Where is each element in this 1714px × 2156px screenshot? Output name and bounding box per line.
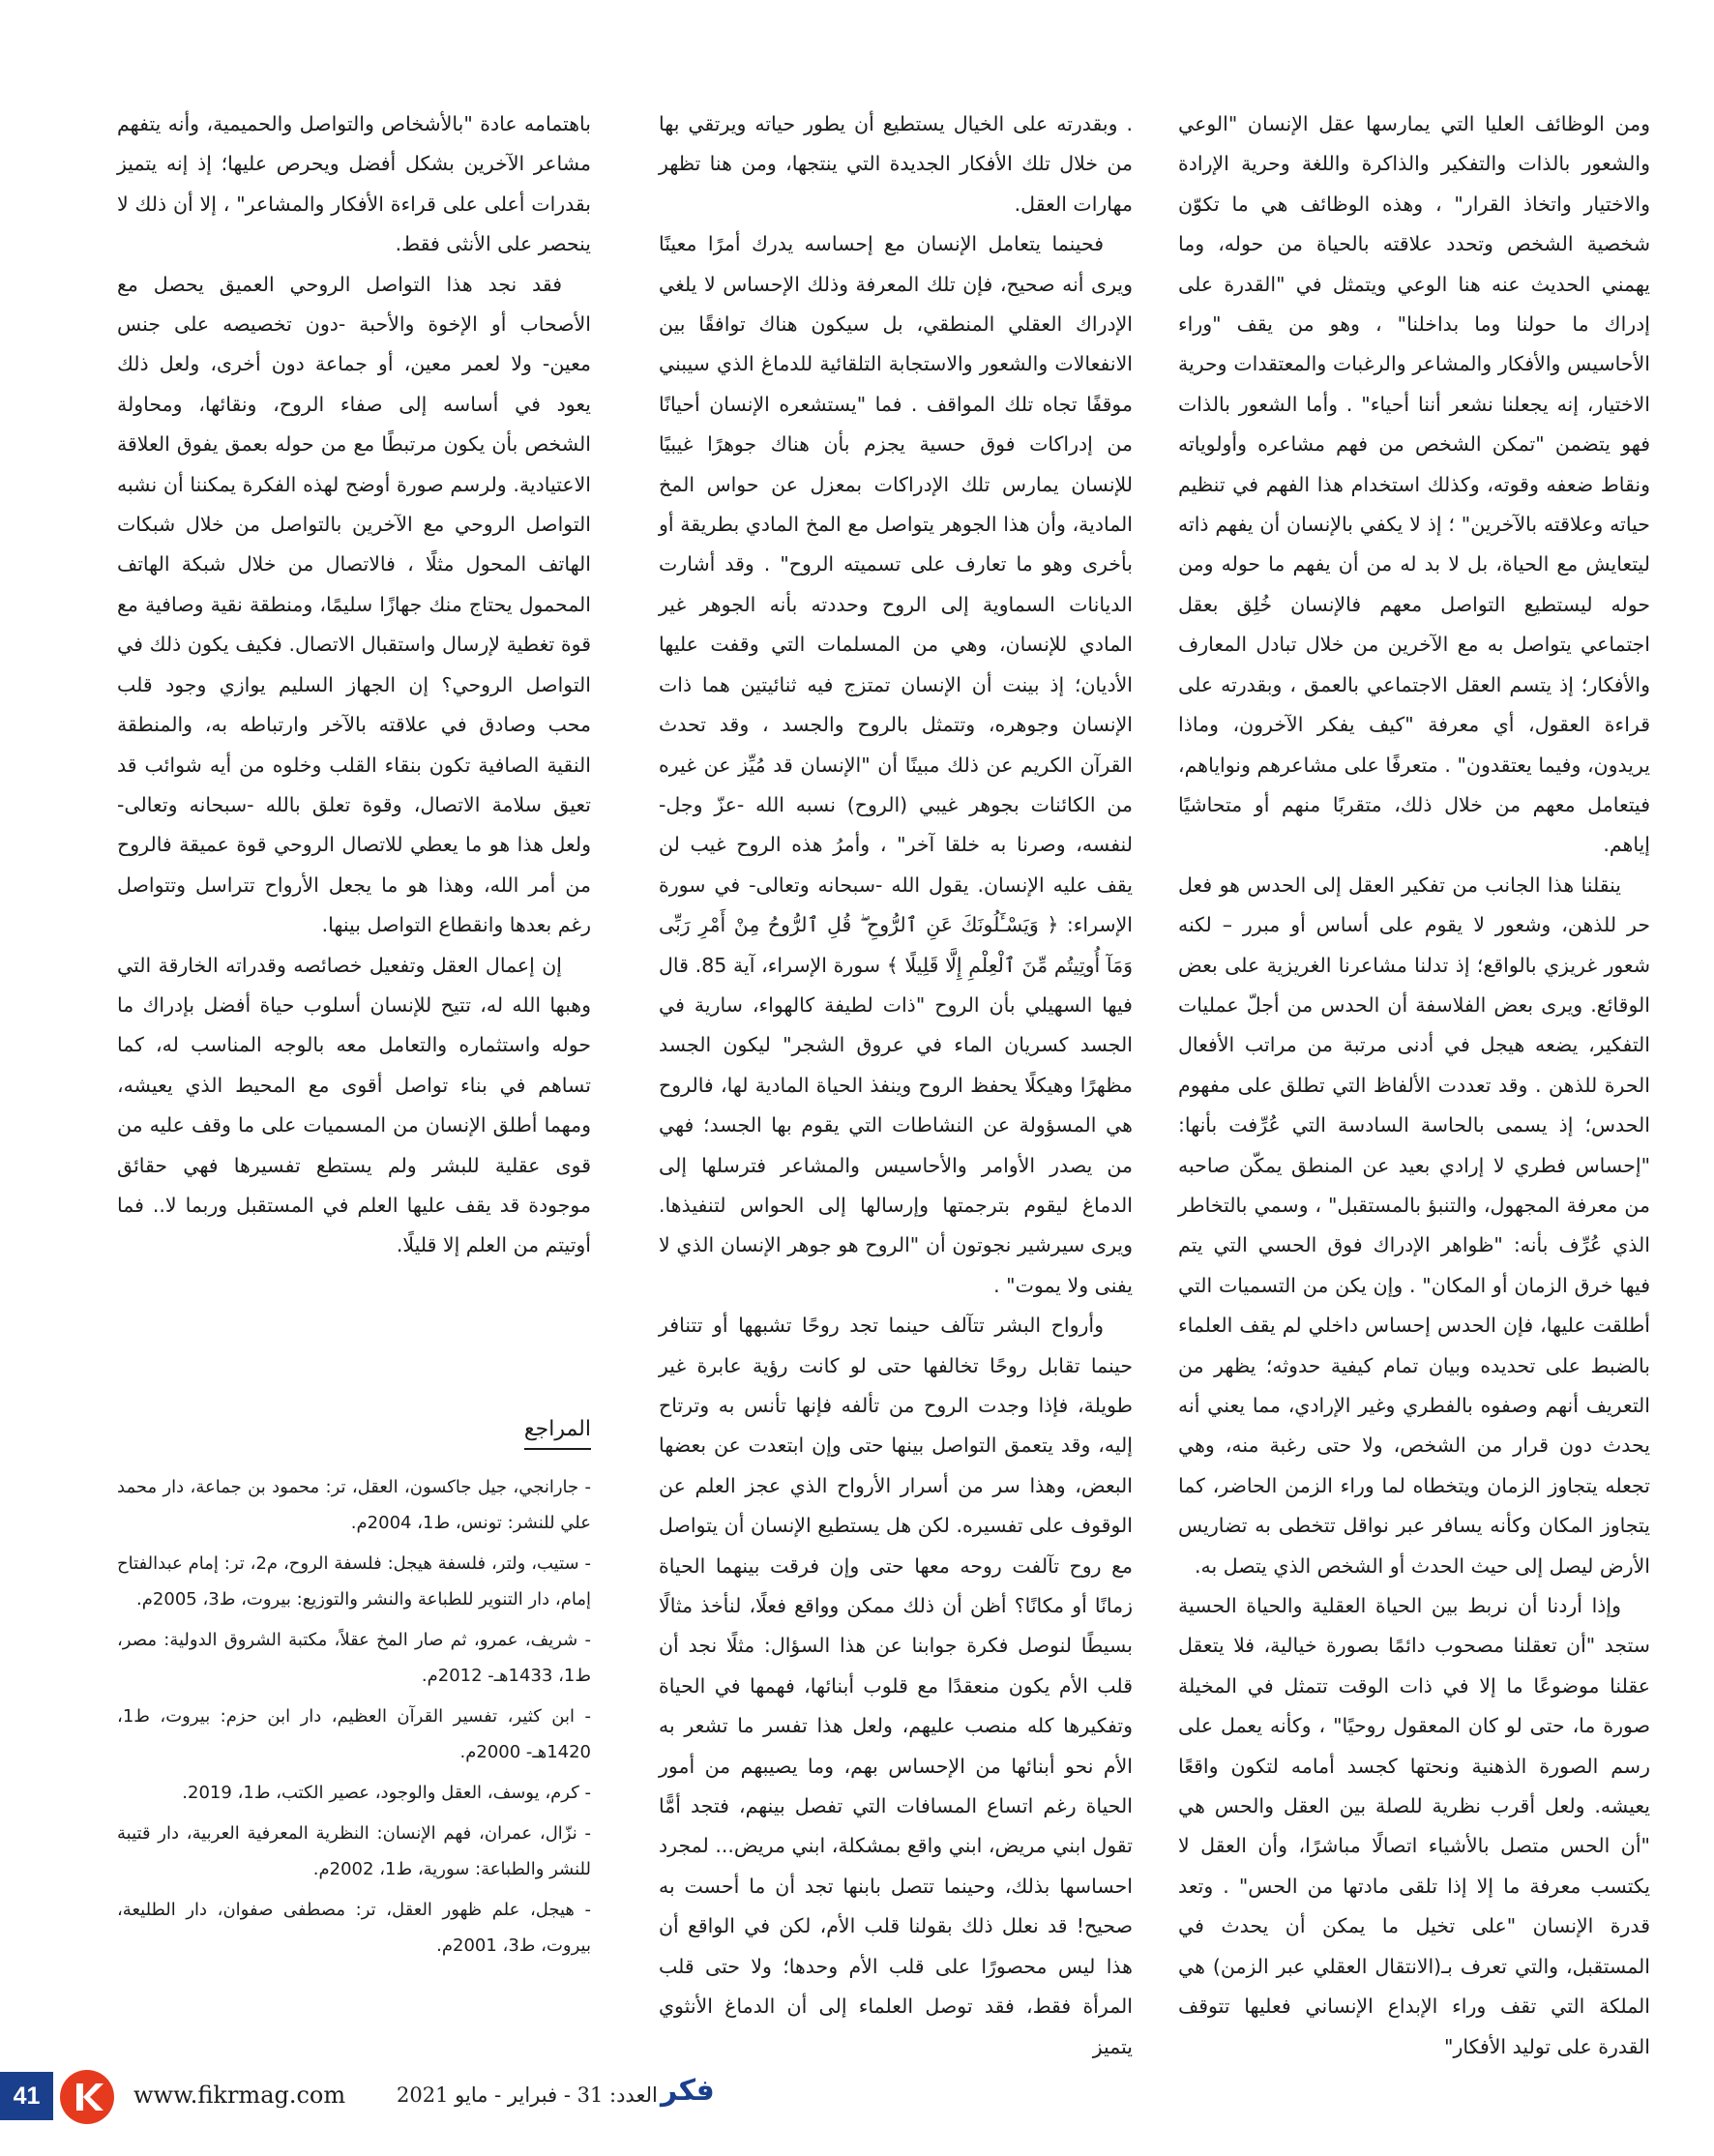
paragraph: ينقلنا هذا الجانب من تفكير العقل إلى الحدس هو فعل حر للذهن، وشعور لا يقوم على أساس أو مبرر – لكنه شعور غريزي بالواقع؛ إذ تدلنا مشاعرنا الغريزية على بعض الوقائع. ويرى بعض الفلاسفة أن الحدس من أجلّ عمليات التفكير، يضعه هيجل في أدنى مرتبة من مراتب الأفعال الحرة للذهن . وقد تعددت الألفاظ التي تطلق على مفهوم الحدس؛ إذ يسمى بالحاسة السادسة التي عُرِّفت بأنها: "إحساس فطري لا إرادي بعيد عن المنطق يمكّن صاحبه من معرفة المجهول، والتنبؤ بالمستقبل" ، وسمي بالتخاطر الذي عُرِّف بأنه: "ظواهر الإدراك فوق الحسي التي يتم فيها خرق الزمان أو المكان" . وإن يكن من التسميات التي أطلقت عليها، فإن الحدس إحساس داخلي لم يقف العلماء بالضبط على تحديده وبيان تمام كيفية حدوثه؛ يظهر من التعريف أنهم وصفوه بالفطري وغير الإرادي، مما يعني أنه يحدث دون قرار من الشخص، ولا حتى رغبة منه، وهي تجعله يتجاوز الزمان ويتخطاه لما وراء الزمن الحاضر، كما يتجاوز المكان وكأنه يسافر عبر نواقل تتخطى به تضاريس الأرض ليصل إلى حيث الحدث أو الشخص الذي يتصل به. [1178,872,1650,1578]
paragraph-text: فحينما يتعامل الإنسان مع إحساسه يدرك أمرًا معينًا ويرى أنه صحيح، فإن تلك المعرفة وذلك الإحساس لا يلغي الإدراك العقلي المنطقي، بل سيكون هناك توافقًا بين الانفعالات والشعور والاستجابة التلقائية للدماغ الذي سيبني موقفًا تجاه تلك المواقف . فما "يستشعره الإنسان أحيانًا من إدراكات فوق حسية يجزم بأن هناك جوهرًا غيبيًا للإنسان يمارس تلك الإدراكات بمعزل عن حواس المخ المادية، وأن هذا الجوهر يتواصل مع المخ المادي بطريقة أو بأخرى وهو ما تعارف على تسميته الروح" . وقد أشارت الديانات السماوية إلى الروح وحددته بأنه الجوهر غير المادي للإنسان، وهي من المسلمات التي وقفت عليها الأديان؛ إذ بينت أن الإنسان تمتزج فيه ثنائيتين هما ذات الإنسان وجوهره، وتتمثل بالروح والجسد ، وقد تحدث القرآن الكريم عن ذلك مبينًا أن "الإنسان قد مُيِّز عن غيره من الكائنات بجوهر غيبي (الروح) نسبه الله -عزّ وجل- لنفسه، وصرنا به خلقا آخر" ، وأمرُ هذه الروح غيب لن يقف عليه الإنسان. يقول الله -سبحانه وتعالى- في سورة الإسراء: [659,232,1133,937]
magazine-k-logo-icon [60,2070,114,2124]
magazine-logo: فكر [661,2074,715,2108]
reference-item: - شريف، عمرو، ثم صار المخ عقلاً، مكتبة الشروق الدولية: مصر، ط1، 1433هـ- 2012م. [117,1622,591,1694]
paragraph: إن إعمال العقل وتفعيل خصائصه وقدراته الخارقة التي وهبها الله له، تتيح للإنسان أسلوب حياة أفضل بإدراك ما حوله واستثماره والتعامل معه بالوجه المناسب له، كما تساهم في بناء تواصل أقوى مع المحيط الذي يعيشه، ومهما أطلق الإنسان من المسميات على ما وقف عليه من قوى عقلية للبشر ولم يستطع تفسيرها فهي حقائق موجودة قد يقف عليها العلم في المستقبل وربما لا.. فما أوتيتم من العلم إلا قليلًا. [117,953,591,1257]
paragraph: ومن الوظائف العليا التي يمارسها عقل الإنسان "الوعي والشعور بالذات والتفكير والذاكرة واللغة وحرية الإرادة والاختيار واتخاذ القرار" ، وهذه الوظائف هي ما تكوّن شخصية الشخص وتحدد علاقته بالحياة من حوله، وما يهمني الحديث عنه هنا الوعي ويتمثل في "القدرة على إدراك ما حولنا وما بداخلنا" ، وهو من يقف "وراء الأحاسيس والأفكار والمشاعر والرغبات والمعتقدات وحرية الاختيار، إنه يجعلنا نشعر أننا أحياء" . وأما الشعور بالذات فهو يتضمن "تمكن الشخص من فهم مشاعره وأولوياته ونقاط ضعفه وقوته، وكذلك استخدام هذا الفهم في تنظيم حياته وعلاقته بالآخرين" ؛ إذ لا يكفي بالإنسان أن يفهم ذاته ليتعايش مع الحياة، بل لا بد له من أن يفهم ما حوله ومن حوله ليستطيع التواصل معهم فالإنسان خُلِق بعقل اجتماعي يتواصل به مع الآخرين من خلال تبادل المعارف والأفكار؛ إذ يتسم العقل الاجتماعي بالعمق ، وبقدرته على قراءة العقول، أي معرفة "كيف يفكر الآخرون، وماذا يريدون، وفيما يعتقدون" . متعرفًا على مشاعرهم ونواياهم، فيتعامل معهم من خلال ذلك، متقربًا منهم أو متحاشيًا إياهم. [1178,112,1650,857]
reference-item: - ستيب، ولتر، فلسفة هيجل: فلسفة الروح، م2، تر: إمام عبدالفتاح إمام، دار التنوير للطباعة والنشر والتوزيع: بيروت، ط3، 2005م. [117,1546,591,1617]
paragraph: وإذا أردنا أن نربط بين الحياة العقلية والحياة الحسية ستجد "أن تعقلنا مصحوب دائمًا بصورة خيالية، فلا يتعقل عقلنا موضوعًا ما إلا في ذات الوقت تتمثل في المخيلة صورة ما، حتى لو كان المعقول روحيًا" ، وكأنه يعمل على رسم الصورة الذهنية ونحتها كجسد أمامه لتكون واقعًا يعيشه. ولعل أقرب نظرية للصلة بين العقل والحس هي "أن الحس متصل بالأشياء اتصالًا مباشرًا، وأن العقل لا يكتسب معرفة ما إلا إذا تلقى مادتها من الحس" . وتعد قدرة الإنسان "على تخيل ما يمكن أن يحدث في المستقبل، والتي تعرف بـ(الانتقال العقلي عبر الزمن) هي الملكة التي تقف وراء الإبداع الإنساني فعليها تتوقف القدرة على توليد الأفكار" [1178,1594,1650,2058]
website-link[interactable]: www.fikrmag.com [133,2082,346,2109]
reference-item: - ابن كثير، تفسير القرآن العظيم، دار ابن حزم: بيروت، ط1، 1420هـ- 2000م. [117,1698,591,1770]
references-title: المراجع [524,1413,591,1450]
quran-verse: ﴿ وَيَسْـَٔلُونَكَ عَنِ ٱلرُّوحِ ۖ قُلِ ٱلرُّوحُ مِنْ أَمْرِ رَبِّى وَمَآ أُوتِيتُم مِّنَ ٱلْعِلْمِ إِلَّا قَلِيلًا ﴾ [659,913,1133,977]
article-column-middle [659,104,1133,2067]
paragraph-text: قال فيها السهيلي بأن الروح "ذات لطيفة كالهواء، سارية في الجسد كسريان الماء في عروق الشجر" ليكون الجسد مظهرًا وهيكلًا يحفظ الروح وينفذ الحياة المادية لها، فالروح هي المسؤولة عن النشاطات التي يقوم بها الجسد؛ فهي من يصدر الأوامر والأحاسيس والمشاعر فترسلها إلى الدماغ ليقوم بترجمتها وإرسالها إلى الحواس لتنفيذها. ويرى سيرشير نجوتون أن "الروح هو جوهر الإنسان الذي لا يفنى ولا يموت" . [659,953,1133,1297]
paragraph: وأرواح البشر تتآلف حينما تجد روحًا تشبهها أو تتنافر حينما تقابل روحًا تخالفها حتى لو كانت رؤية عابرة غير طويلة، فإذا وجدت الروح من تألفه فإنها تأنس به وترتاح إليه، وقد يتعمق التواصل بينها حتى وإن ابتعدت عن بعضها البعض، وهذا سر من أسرار الأرواح الذي عجز العلم عن الوقوف على تفسيره. لكن هل يستطيع الإنسان أن يتواصل مع روح تآلفت روحه معها حتى وإن فرقت بينهما الحياة زمانًا أو مكانًا؟ أظن أن ذلك ممكن وواقع فعلًا، لنأخذ مثالًا بسيطًا لنوصل فكرة جوابنا عن هذا السؤال: مثلًا نجد أن قلب الأم يكون منعقدًا مع قلوب أبنائها، فهمها في الحياة وتفكيرها كله منصب عليهم، ولعل هذا تفسر ما تشعر به الأم نحو أبنائها من الإحساس بهم، وما يصيبهم من أمور الحياة رغم اتساع المسافات التي تفصل بينهم، فتجد أمًّا تقول ابني مريض، ابني واقع بمشكلة، ابني مريض... لمجرد احساسها بذلك، وحينما تتصل بابنها تجد أن ما أحست به صحيح! قد نعلل ذلك بقولنا قلب الأم، لكن في الواقع أن هذا ليس محصورًا على قلب الأم وحدها؛ ولا حتى قلب المرأة فقط، فقد توصل العلماء إلى أن الدماغ الأنثوي يتميز [659,1314,1133,2058]
page-footer [0,2064,1714,2122]
page-number: 41 [0,2072,53,2120]
issue-info: العدد: 31 - فبراير - مايو 2021 [397,2083,658,2107]
paragraph: فقد نجد هذا التواصل الروحي العميق يحصل مع الأصحاب أو الإخوة والأحبة -دون تخصيصه على جنس معين- ولا لعمر معين، أو جماعة دون أخرى، ولعل ذلك يعود في أساسه إلى صفاء الروح، ونقائها، ومحاولة الشخص بأن يكون مرتبطًا مع من حوله بعمق يفوق العلاقة الاعتيادية. ولرسم صورة أوضح لهذه الفكرة يمكننا أن نشبه التواصل الروحي مع الآخرين بالتواصل من خلال شبكات الهاتف المحول مثلًا ، فالاتصال من خلال شبكة الهاتف المحمول يحتاج منك جهازًا سليمًا، ومنطقة نقية وصافية مع قوة تغطية لإرسال واستقبال الاتصال. فكيف يكون ذلك في التواصل الروحي؟ إن الجهاز السليم يوازي وجود قلب محب وصادق في علاقته بالآخر وارتباطه به، والمنطقة النقية الصافية تكون بنقاء القلب وخلوه من أيه شوائب قد تعيق سلامة الاتصال، وقوة تعلق بالله -سبحانه وتعالى- ولعل هذا هو ما يعطي للاتصال الروحي قوة عميقة فالروح من أمر الله، وهذا هو ما يجعل الأرواح تتراسل وتتواصل رغم بعدها وانقطاع التواصل بينها. [117,272,591,937]
reference-item: - نزّال، عمران، فهم الإنسان: النظرية المعرفية العربية، دار قتيبة للنشر والطباعة: سورية، ط1، 2002م. [117,1816,591,1887]
reference-item: - كرم، يوسف، العقل والوجود، عصير الكتب، ط1، 2019. [117,1775,591,1811]
reference-item: - جارانجي، جيل جاكسون، العقل، تر: محمود بن جماعة، دار محمد علي للنشر: تونس، ط1، 2004م. [117,1469,591,1541]
references-section [117,1409,591,1964]
paragraph: باهتمامه عادة "بالأشخاص والتواصل والحميمية، وأنه يتفهم مشاعر الآخرين بشكل أفضل ويحرص عليها؛ إذ إنه يتميز بقدرات أعلى على قراءة الأفكار والمشاعر" ، إلا أن ذلك لا ينحصر على الأنثى فقط. [117,112,591,256]
verse-reference: سورة الإسراء، آية 85. [694,953,881,977]
paragraph [659,224,1133,1306]
article-column-left [117,104,591,1968]
paragraph: . وبقدرته على الخيال يستطيع أن يطور حياته ويرتقي بها من خلال تلك الأفكار الجديدة التي ينتجها، ومن هنا تظهر مهارات العقل. [659,112,1133,216]
references-list [117,1469,591,1964]
reference-item: - هيجل، علم ظهور العقل، تر: مصطفى صفوان، دار الطليعة، بيروت، ط3، 2001م. [117,1892,591,1964]
article-column-right [1178,104,1650,2067]
